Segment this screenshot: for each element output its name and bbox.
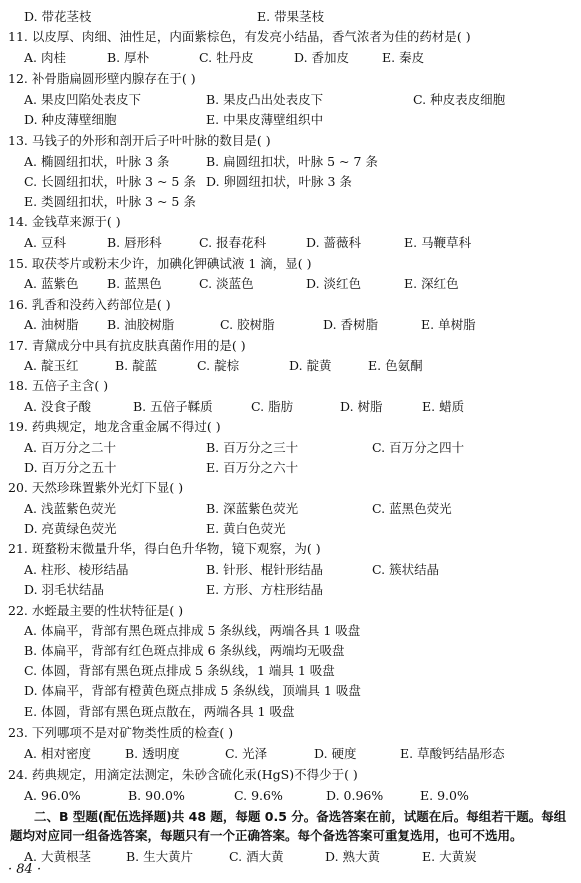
- page-number: · 84 ·: [8, 862, 42, 877]
- option: C. 百万分之四十: [372, 440, 465, 455]
- option: A. 浅蓝紫色荧光: [24, 501, 116, 516]
- option: C. 酒大黄: [229, 849, 284, 864]
- option: C. 胶树脂: [220, 317, 275, 332]
- option: A. 油树脂: [24, 317, 79, 332]
- option: C. 簇状结晶: [372, 562, 440, 577]
- option-row: [10, 91, 575, 109]
- option: B. 靛蓝: [115, 358, 158, 373]
- option: C. 体圆，背部有黑色斑点排成 5 条纵线，1 端具 1 吸盘: [24, 663, 335, 678]
- option: E. 类圆纽扣状，叶脉 3 ~ 5 条: [24, 194, 196, 209]
- option-row: [10, 500, 575, 518]
- section-intro-line: [10, 807, 570, 826]
- option: C. 脂肪: [251, 399, 294, 414]
- option: E. 大黄炭: [422, 849, 477, 864]
- option: D. 带花茎枝: [24, 9, 92, 24]
- option: D. 亮黄绿色荧光: [24, 521, 117, 536]
- option-row: [10, 581, 575, 599]
- option: A. 靛玉红: [24, 358, 79, 373]
- option: A. 百万分之二十: [24, 440, 116, 455]
- option: B. 厚朴: [107, 50, 150, 65]
- option: B. 90.0%: [128, 788, 185, 803]
- option: A. 96.0%: [24, 788, 81, 803]
- option: B. 唇形科: [107, 235, 162, 250]
- option: E. 体圆，背部有黑色斑点散在，两端各具 1 吸盘: [24, 704, 295, 719]
- option: B. 扁圆纽扣状，叶脉 5 ~ 7 条: [206, 154, 378, 169]
- option: E. 带果茎枝: [257, 9, 325, 24]
- option: C. 蓝黑色荧光: [372, 501, 452, 516]
- option-row: [10, 787, 575, 805]
- option: B. 五倍子鞣质: [133, 399, 213, 414]
- option: E. 草酸钙结晶形态: [400, 746, 505, 761]
- option: E. 单树脂: [421, 317, 476, 332]
- question-stem: 15. 取茯苓片或粉末少许，加碘化钾碘试液 1 滴，显( ): [8, 256, 312, 271]
- option: C. 淡蓝色: [199, 276, 254, 291]
- question-stem: 21. 斑蝥粉末微量升华，得白色升华物，镜下观察，为( ): [8, 541, 321, 556]
- option: D. 硬度: [314, 746, 357, 761]
- option: D. 体扁平，背部有橙黄色斑点排成 5 条纵线，顶端具 1 吸盘: [24, 683, 361, 698]
- option-row: [10, 357, 575, 375]
- option-row: [10, 520, 575, 538]
- option: D. 树脂: [340, 399, 383, 414]
- option-row: [10, 234, 575, 252]
- option: A. 体扁平，背部有黑色斑点排成 5 条纵线，两端各具 1 吸盘: [24, 623, 361, 638]
- option-row: [10, 439, 575, 457]
- option: D. 蔷薇科: [306, 235, 362, 250]
- option: B. 油胶树脂: [107, 317, 175, 332]
- option: A. 大黄根茎: [24, 849, 91, 864]
- option-row: [10, 703, 575, 721]
- question-stem: 13. 马钱子的外形和剖开后子叶叶脉的数目是( ): [8, 133, 271, 148]
- option: D. 羽毛状结晶: [24, 582, 105, 597]
- option-row: [10, 49, 575, 67]
- option: E. 马鞭草科: [404, 235, 472, 250]
- section-intro: [10, 807, 570, 845]
- option: D. 百万分之五十: [24, 460, 117, 475]
- option: E. 深红色: [404, 276, 459, 291]
- option: B. 体扁平，背部有红色斑点排成 6 条纵线，两端均无吸盘: [24, 643, 345, 658]
- question-stem: 14. 金钱草来源于( ): [8, 214, 121, 229]
- option: D. 靛黄: [289, 358, 332, 373]
- option: A. 相对密度: [24, 746, 91, 761]
- option: C. 牡丹皮: [199, 50, 254, 65]
- option-row: [10, 745, 575, 763]
- question-stem: 24. 药典规定，用滴定法测定，朱砂含硫化汞(HgS)不得少于( ): [8, 767, 358, 782]
- option-row: [10, 459, 575, 477]
- option: E. 9.0%: [420, 788, 469, 803]
- option: D. 熟大黄: [325, 849, 381, 864]
- option: C. 长圆纽扣状，叶脉 3 ~ 5 条: [24, 174, 196, 189]
- option: E. 蜡质: [422, 399, 465, 414]
- question-stem: 19. 药典规定，地龙含重金属不得过( ): [8, 419, 221, 434]
- option-row: [10, 111, 575, 129]
- option: C. 报春花科: [199, 235, 267, 250]
- option: C. 光泽: [225, 746, 268, 761]
- option-row: [10, 662, 575, 680]
- option: E. 秦皮: [382, 50, 425, 65]
- option: D. 卵圆纽扣状，叶脉 3 条: [206, 174, 352, 189]
- option-row: [10, 848, 575, 866]
- option-row: [10, 316, 575, 334]
- option-row: [10, 642, 575, 660]
- section-intro-text: 题均对应同一组备选答案，每题只有一个正确答案。每个备选答案可重复选用，也可不选用。: [10, 828, 523, 843]
- option: A. 果皮凹陷处表皮下: [24, 92, 141, 107]
- option: B. 蓝黑色: [107, 276, 162, 291]
- question-stem: 16. 乳香和没药入药部位是( ): [8, 297, 171, 312]
- option: E. 色氨酮: [368, 358, 423, 373]
- option: A. 蓝紫色: [24, 276, 79, 291]
- option-row: [10, 8, 575, 26]
- option: D. 0.96%: [326, 788, 384, 803]
- option: E. 黄白色荧光: [206, 521, 286, 536]
- question-stem: 20. 天然珍珠置紫外光灯下显( ): [8, 480, 184, 495]
- option: E. 百万分之六十: [206, 460, 299, 475]
- option: A. 没食子酸: [24, 399, 91, 414]
- option: A. 椭圆纽扣状，叶脉 3 条: [24, 154, 170, 169]
- option: A. 豆科: [24, 235, 66, 250]
- question-stem: 18. 五倍子主含( ): [8, 378, 109, 393]
- question-stem: 17. 青黛成分中具有抗皮肤真菌作用的是( ): [8, 338, 246, 353]
- option: B. 透明度: [125, 746, 180, 761]
- option: B. 深蓝紫色荧光: [206, 501, 299, 516]
- option-row: [10, 561, 575, 579]
- option-row: [10, 682, 575, 700]
- option: D. 香树脂: [323, 317, 379, 332]
- section-intro-text: 备选答案在前，试题在后。每组若干题。每组: [316, 809, 567, 824]
- option: C. 9.6%: [234, 788, 283, 803]
- option: A. 柱形、棱形结晶: [24, 562, 129, 577]
- option: D. 种皮薄壁细胞: [24, 112, 117, 127]
- option: B. 生大黄片: [126, 849, 194, 864]
- option: C. 靛棕: [197, 358, 240, 373]
- option-row: [10, 153, 575, 171]
- option: D. 淡红色: [306, 276, 362, 291]
- option: B. 针形、棍针形结晶: [206, 562, 324, 577]
- question-stem: 23. 下列哪项不是对矿物类性质的检查( ): [8, 725, 234, 740]
- option-row: [10, 275, 575, 293]
- question-stem: 22. 水蛭最主要的性状特征是( ): [8, 603, 184, 618]
- option-row: [10, 622, 575, 640]
- option-row: [10, 193, 575, 211]
- option-row: [10, 173, 575, 191]
- option: B. 百万分之三十: [206, 440, 299, 455]
- option-row: [10, 398, 575, 416]
- option: E. 中果皮薄壁组织中: [206, 112, 324, 127]
- section-heading: 二、B 型题(配伍选择题)共 48 题，每题 0.5 分。: [34, 809, 317, 824]
- option: D. 香加皮: [294, 50, 350, 65]
- question-stem: 11. 以皮厚、肉细、油性足，内面紫棕色，有发亮小结晶，香气浓者为佳的药材是( ): [8, 29, 471, 44]
- option: E. 方形、方柱形结晶: [206, 582, 324, 597]
- option: B. 果皮凸出处表皮下: [206, 92, 324, 107]
- question-stem: 12. 补骨脂扁圆形壁内腺存在于( ): [8, 71, 196, 86]
- option: A. 肉桂: [24, 50, 66, 65]
- option: C. 种皮表皮细胞: [413, 92, 506, 107]
